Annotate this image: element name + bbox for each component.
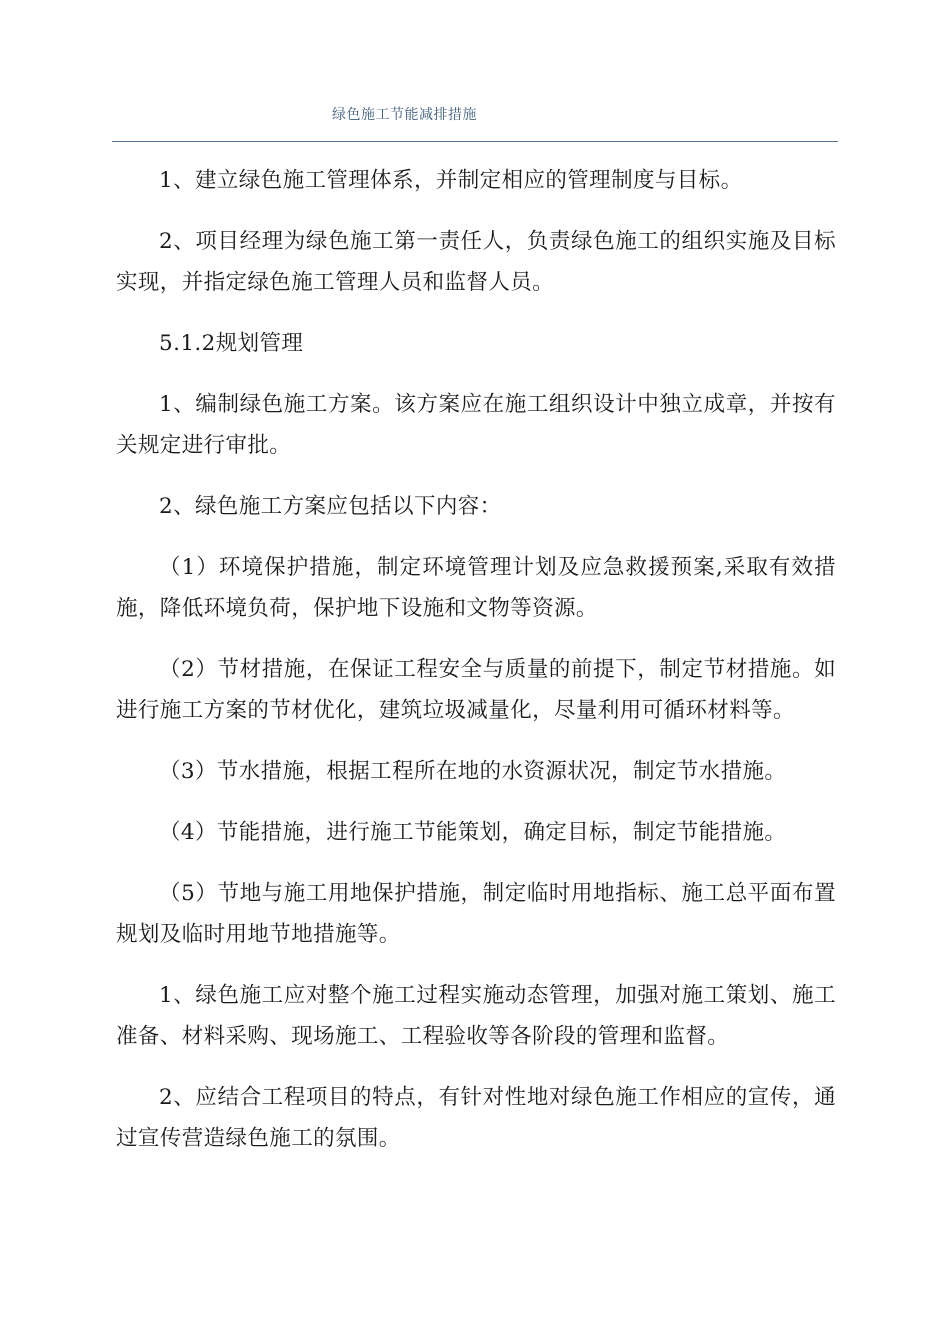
list-item: （1）环境保护措施，制定环境管理计划及应急救援预案,采取有效措施，降低环境负荷，保护地下设施和文物等资源。 — [116, 555, 836, 621]
list-item: （4）节能措施，进行施工节能策划，确定目标，制定节能措施。 — [159, 820, 787, 845]
section-heading: 5.1.2规划管理 — [159, 331, 304, 356]
paragraph: 1、建立绿色施工管理体系，并制定相应的管理制度与目标。 — [159, 168, 743, 193]
header-title: 绿色施工节能减排措施 — [332, 107, 477, 123]
paragraph: 1、编制绿色施工方案。该方案应在施工组织设计中独立成章，并按有关规定进行审批。 — [116, 392, 836, 458]
paragraph: 1、绿色施工应对整个施工过程实施动态管理，加强对施工策划、施工准备、材料采购、现场施工、工程验收等各阶段的管理和监督。 — [116, 983, 836, 1049]
paragraph: 2、应结合工程项目的特点，有针对性地对绿色施工作相应的宣传，通过宣传营造绿色施工的氛围。 — [116, 1085, 836, 1151]
paragraph: 2、绿色施工方案应包括以下内容： — [159, 494, 502, 519]
list-item: （5）节地与施工用地保护措施，制定临时用地指标、施工总平面布置规划及临时用地节地措施等。 — [116, 881, 836, 947]
paragraph: 2、项目经理为绿色施工第一责任人，负责绿色施工的组织实施及目标实现，并指定绿色施工管理人员和监督人员。 — [116, 229, 836, 295]
header-divider — [112, 141, 838, 142]
list-item: （3）节水措施，根据工程所在地的水资源状况，制定节水措施。 — [159, 759, 787, 784]
list-item: （2）节材措施，在保证工程安全与质量的前提下，制定节材措施。如进行施工方案的节材优化，建筑垃圾减量化，尽量利用可循环材料等。 — [116, 657, 836, 723]
document-body — [116, 160, 836, 1179]
